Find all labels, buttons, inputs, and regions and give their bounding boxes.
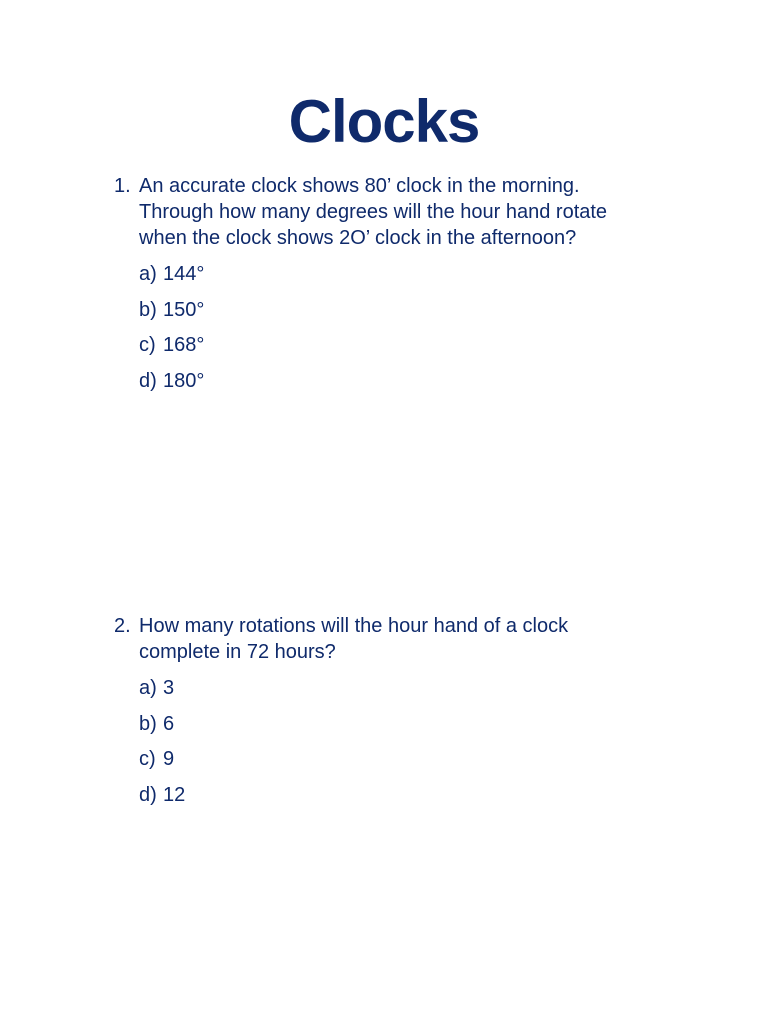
option-value: 12 <box>163 783 186 806</box>
answer-option <box>139 332 654 368</box>
question-stem <box>114 613 654 665</box>
answer-option <box>139 711 654 747</box>
option-letter: c) <box>139 748 156 770</box>
page-title: Clocks <box>288 88 480 155</box>
question-1 <box>114 173 654 403</box>
option-letter: a) <box>139 263 157 285</box>
question-text: How many rotations will the hour hand of a clock complete in 72 hours? <box>139 615 569 663</box>
answer-option <box>139 261 654 297</box>
option-value: 150° <box>163 298 205 321</box>
question-stem <box>114 173 654 251</box>
answer-option <box>139 782 654 818</box>
answer-options <box>139 675 654 817</box>
option-value: 3 <box>163 677 175 699</box>
option-letter: b) <box>139 298 157 321</box>
option-letter: c) <box>139 334 156 356</box>
question-2 <box>114 613 654 817</box>
option-value: 9 <box>163 748 175 770</box>
answer-option <box>139 297 654 333</box>
option-letter: d) <box>139 783 157 806</box>
answer-option <box>139 746 654 782</box>
option-value: 6 <box>163 712 175 735</box>
option-letter: b) <box>139 712 157 735</box>
option-value: 180° <box>163 369 205 392</box>
option-letter: a) <box>139 677 157 699</box>
answer-option <box>139 675 654 711</box>
answer-option <box>139 368 654 404</box>
question-number: 1. <box>114 175 131 197</box>
option-value: 168° <box>163 334 205 356</box>
answer-options <box>139 261 654 403</box>
option-letter: d) <box>139 369 157 392</box>
question-number: 2. <box>114 615 131 637</box>
question-text: An accurate clock shows 80’ clock in the morning. Through how many degrees will the hour hand rotate when the clock shows 2O’ clock in the afternoon? <box>139 175 608 249</box>
option-value: 144° <box>163 263 205 285</box>
